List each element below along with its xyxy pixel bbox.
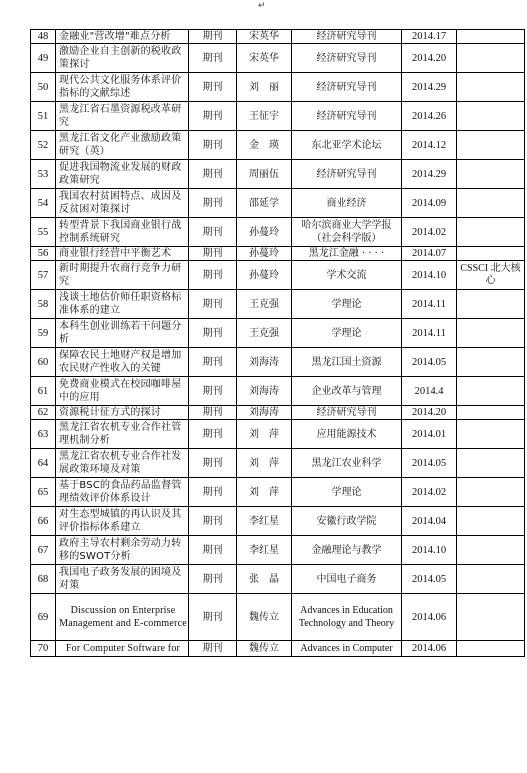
cell-journal: 黑龙江金融 · · · · — [292, 247, 402, 261]
cell-no: 67 — [31, 536, 56, 565]
table-row — [31, 449, 525, 478]
cell-title: 我国农村贫困特点、成因及反贫困对策探讨 — [56, 189, 189, 218]
cell-type: 期刊 — [189, 261, 237, 290]
table-row — [31, 73, 525, 102]
cell-date: 2014.05 — [402, 449, 457, 478]
cell-type: 期刊 — [189, 478, 237, 507]
cell-author: 宋英华 — [237, 30, 292, 44]
cell-note — [457, 641, 525, 657]
cell-note — [457, 420, 525, 449]
cell-journal: 应用能源技术 — [292, 420, 402, 449]
cell-no: 50 — [31, 73, 56, 102]
cell-no: 55 — [31, 218, 56, 247]
cell-author: 刘海涛 — [237, 406, 292, 420]
cell-type: 期刊 — [189, 377, 237, 406]
cell-author: 周丽伍 — [237, 160, 292, 189]
cell-journal: Advances in Computer — [292, 641, 402, 657]
cell-no: 49 — [31, 44, 56, 73]
cell-no: 57 — [31, 261, 56, 290]
cell-note — [457, 247, 525, 261]
cell-note — [457, 319, 525, 348]
cell-type: 期刊 — [189, 507, 237, 536]
cell-type: 期刊 — [189, 641, 237, 657]
cell-journal: 经济研究导刊 — [292, 406, 402, 420]
table-row — [31, 478, 525, 507]
cell-author: 王征宇 — [237, 102, 292, 131]
cell-title: 黑龙江省文化产业激励政策研究（英） — [56, 131, 189, 160]
cell-date: 2014.07 — [402, 247, 457, 261]
cell-journal: 中国电子商务 — [292, 565, 402, 594]
cell-no: 66 — [31, 507, 56, 536]
cell-date: 2014.4 — [402, 377, 457, 406]
cell-type: 期刊 — [189, 102, 237, 131]
cell-date: 2014.10 — [402, 261, 457, 290]
cell-no: 51 — [31, 102, 56, 131]
cell-journal: 学理论 — [292, 319, 402, 348]
cell-date: 2014.20 — [402, 44, 457, 73]
cell-type: 期刊 — [189, 319, 237, 348]
table-row — [31, 131, 525, 160]
cell-author: 李红星 — [237, 507, 292, 536]
cell-journal: 黑龙江国土资源 — [292, 348, 402, 377]
cell-journal: Advances in Education Technology and Theory — [292, 594, 402, 641]
cell-date: 2014.02 — [402, 478, 457, 507]
cell-no: 62 — [31, 406, 56, 420]
cell-date: 2014.20 — [402, 406, 457, 420]
cell-note — [457, 478, 525, 507]
cell-title: 激励企业自主创新的税收政策探讨 — [56, 44, 189, 73]
cell-author: 孙蔓玲 — [237, 218, 292, 247]
cell-title: 浅谈土地估价师任职资格标准体系的建立 — [56, 290, 189, 319]
cell-journal: 经济研究导刊 — [292, 160, 402, 189]
cell-note — [457, 30, 525, 44]
cell-date: 2014.05 — [402, 348, 457, 377]
table-row — [31, 261, 525, 290]
cell-title: 金融业"营改增"难点分析 — [56, 30, 189, 44]
table-row — [31, 641, 525, 657]
table-body — [31, 30, 525, 657]
cell-title: 新时期提升农商行竞争力研究 — [56, 261, 189, 290]
cell-author: 王克强 — [237, 319, 292, 348]
cell-type: 期刊 — [189, 189, 237, 218]
table-row — [31, 30, 525, 44]
cell-no: 69 — [31, 594, 56, 641]
table-row — [31, 507, 525, 536]
cell-no: 61 — [31, 377, 56, 406]
cell-no: 53 — [31, 160, 56, 189]
cell-journal: 企业改革与管理 — [292, 377, 402, 406]
cell-type: 期刊 — [189, 73, 237, 102]
cell-note — [457, 406, 525, 420]
cell-no: 63 — [31, 420, 56, 449]
cell-date: 2014.01 — [402, 420, 457, 449]
cell-title: 黑龙江省石墨资源税改革研究 — [56, 102, 189, 131]
cell-journal: 学术交流 — [292, 261, 402, 290]
cell-date: 2014.10 — [402, 536, 457, 565]
cell-author: 刘 萍 — [237, 449, 292, 478]
cell-date: 2014.02 — [402, 218, 457, 247]
cell-no: 70 — [31, 641, 56, 657]
cell-note — [457, 507, 525, 536]
cell-note — [457, 449, 525, 478]
cell-journal: 学理论 — [292, 478, 402, 507]
cell-type: 期刊 — [189, 290, 237, 319]
cell-author: 孙蔓玲 — [237, 247, 292, 261]
cell-no: 65 — [31, 478, 56, 507]
cell-type: 期刊 — [189, 406, 237, 420]
table-row — [31, 377, 525, 406]
table-row — [31, 594, 525, 641]
cell-note — [457, 536, 525, 565]
table-row — [31, 218, 525, 247]
publication-table — [30, 29, 525, 657]
cell-note — [457, 44, 525, 73]
cell-note — [457, 290, 525, 319]
cell-journal: 经济研究导刊 — [292, 30, 402, 44]
cell-no: 52 — [31, 131, 56, 160]
cell-date: 2014.09 — [402, 189, 457, 218]
cell-journal: 学理论 — [292, 290, 402, 319]
cell-journal: 经济研究导刊 — [292, 102, 402, 131]
cell-author: 金 瑛 — [237, 131, 292, 160]
cell-note — [457, 160, 525, 189]
cell-note — [457, 189, 525, 218]
cell-no: 56 — [31, 247, 56, 261]
cell-title: 政府主导农村剩余劳动力转移的SWOT分析 — [56, 536, 189, 565]
cell-type: 期刊 — [189, 131, 237, 160]
cell-author: 李红星 — [237, 536, 292, 565]
cell-title: 本科生创业训练若干问题分析 — [56, 319, 189, 348]
cell-title: 对生态型城镇的再认识及其评价指标体系建立 — [56, 507, 189, 536]
cell-author: 王克强 — [237, 290, 292, 319]
cell-author: 孙蔓玲 — [237, 261, 292, 290]
cell-journal: 哈尔滨商业大学学报（社会科学版） — [292, 218, 402, 247]
cell-type: 期刊 — [189, 247, 237, 261]
table-row — [31, 319, 525, 348]
cell-no: 68 — [31, 565, 56, 594]
cell-title: 促进我国物流业发展的财政政策研究 — [56, 160, 189, 189]
cell-title: 黑龙江省农机专业合作社管理机制分析 — [56, 420, 189, 449]
cell-note — [457, 565, 525, 594]
cell-date: 2014.04 — [402, 507, 457, 536]
page-top-marker: ↵ — [258, 1, 266, 11]
cell-type: 期刊 — [189, 565, 237, 594]
cell-journal: 商业经济 — [292, 189, 402, 218]
cell-author: 刘海涛 — [237, 348, 292, 377]
cell-type: 期刊 — [189, 594, 237, 641]
cell-note — [457, 594, 525, 641]
cell-author: 张 晶 — [237, 565, 292, 594]
cell-date: 2014.05 — [402, 565, 457, 594]
table-row — [31, 102, 525, 131]
cell-type: 期刊 — [189, 30, 237, 44]
table-row — [31, 247, 525, 261]
cell-title: 现代公共文化服务体系评价指标的文献综述 — [56, 73, 189, 102]
cell-author: 邵延学 — [237, 189, 292, 218]
cell-title: 保障农民土地财产权是增加农民财产性收入的关键 — [56, 348, 189, 377]
cell-type: 期刊 — [189, 449, 237, 478]
table-row — [31, 420, 525, 449]
cell-no: 54 — [31, 189, 56, 218]
cell-date: 2014.29 — [402, 73, 457, 102]
cell-author: 宋英华 — [237, 44, 292, 73]
cell-date: 2014.11 — [402, 319, 457, 348]
cell-title: 商业银行经营中平衡艺术 — [56, 247, 189, 261]
table-row — [31, 160, 525, 189]
cell-journal: 安徽行政学院 — [292, 507, 402, 536]
cell-author: 刘 萍 — [237, 420, 292, 449]
cell-author: 刘 萍 — [237, 478, 292, 507]
cell-type: 期刊 — [189, 160, 237, 189]
cell-type: 期刊 — [189, 348, 237, 377]
cell-title: 黑龙江省农机专业合作社发展政策环境及对策 — [56, 449, 189, 478]
table-row — [31, 536, 525, 565]
cell-journal: 经济研究导刊 — [292, 44, 402, 73]
cell-journal: 东北亚学术论坛 — [292, 131, 402, 160]
cell-no: 58 — [31, 290, 56, 319]
cell-journal: 经济研究导刊 — [292, 73, 402, 102]
cell-no: 64 — [31, 449, 56, 478]
table-row — [31, 565, 525, 594]
cell-title: Discussion on Enterprise Management and E-commerce — [56, 594, 189, 641]
cell-no: 59 — [31, 319, 56, 348]
cell-title: For Computer Software for — [56, 641, 189, 657]
cell-type: 期刊 — [189, 420, 237, 449]
cell-date: 2014.12 — [402, 131, 457, 160]
cell-date: 2014.06 — [402, 594, 457, 641]
cell-note — [457, 218, 525, 247]
cell-date: 2014.17 — [402, 30, 457, 44]
cell-note — [457, 73, 525, 102]
cell-author: 魏传立 — [237, 641, 292, 657]
cell-date: 2014.06 — [402, 641, 457, 657]
table-row — [31, 189, 525, 218]
cell-journal: 黑龙江农业科学 — [292, 449, 402, 478]
cell-date: 2014.11 — [402, 290, 457, 319]
cell-author: 刘 丽 — [237, 73, 292, 102]
cell-note — [457, 377, 525, 406]
table-row — [31, 406, 525, 420]
cell-date: 2014.26 — [402, 102, 457, 131]
cell-type: 期刊 — [189, 536, 237, 565]
cell-title: 免费商业模式在校园咖啡屋中的应用 — [56, 377, 189, 406]
cell-journal: 金融理论与教学 — [292, 536, 402, 565]
cell-type: 期刊 — [189, 218, 237, 247]
cell-author: 魏传立 — [237, 594, 292, 641]
cell-note: CSSCI 北大核心 — [457, 261, 525, 290]
cell-type: 期刊 — [189, 44, 237, 73]
cell-title: 资源税计征方式的探讨 — [56, 406, 189, 420]
cell-note — [457, 348, 525, 377]
cell-title: 我国电子政务发展的困境及对策 — [56, 565, 189, 594]
table-row — [31, 290, 525, 319]
cell-title: 转型背景下我国商业银行战控制系统研究 — [56, 218, 189, 247]
cell-title: 基于BSC的食品药品监督管理绩效评价体系设计 — [56, 478, 189, 507]
cell-no: 48 — [31, 30, 56, 44]
cell-no: 60 — [31, 348, 56, 377]
cell-note — [457, 131, 525, 160]
cell-note — [457, 102, 525, 131]
table-row — [31, 348, 525, 377]
cell-date: 2014.29 — [402, 160, 457, 189]
table-row — [31, 44, 525, 73]
cell-author: 刘海涛 — [237, 377, 292, 406]
